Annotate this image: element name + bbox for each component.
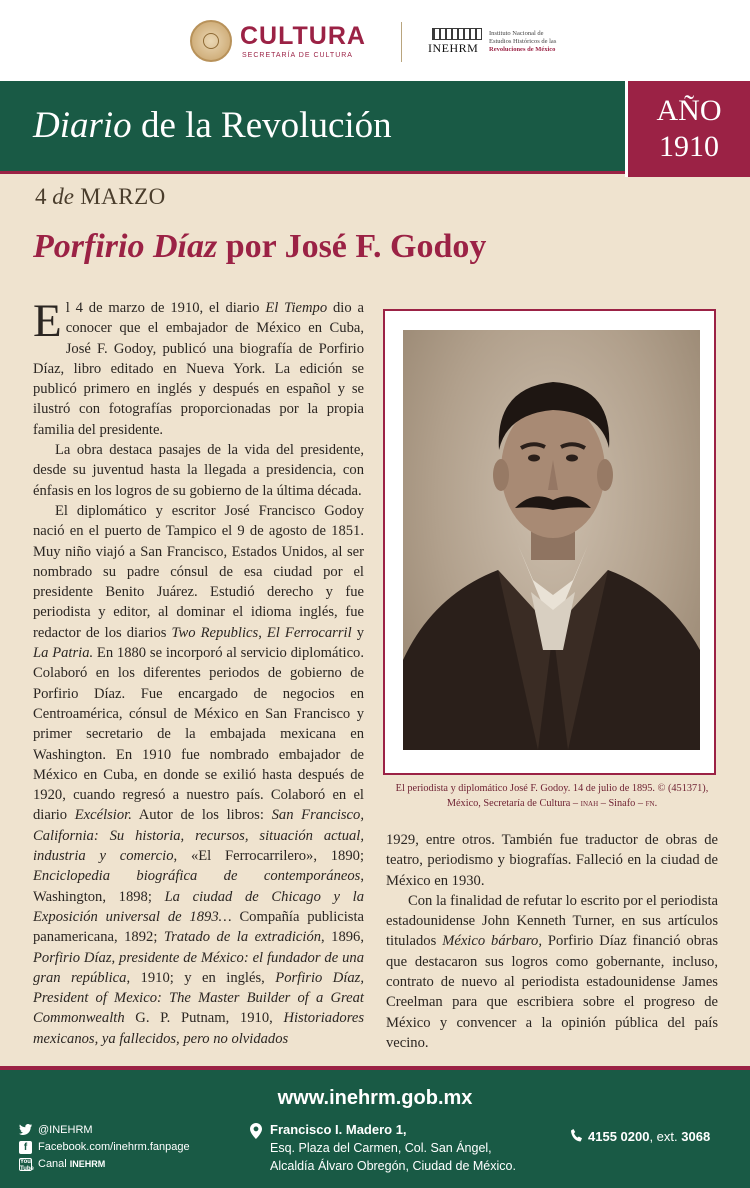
address: Francisco I. Madero 1, Esq. Plaza del Carmen, Col. San Ángel, Alcaldía Álvaro Obregón, Ciudad de México. [270,1122,516,1173]
website-link[interactable]: www.inehrm.gob.mx [277,1087,473,1109]
youtube-link[interactable]: You Tube Canal INEHRM [20,1158,106,1172]
article-paragraph: El 4 de marzo de 1910, el diario El Tiempo dio a conocer que el embajador de México en Cuba, José F. Godoy, publicó una biografía de Porfirio Díaz, libro editado en Nueva York. La edición se publicó primero en inglés y después en español y se ilustró con fotografías proporcionadas por la propia familia del presidente. [33,295,364,438]
mexico-seal-icon [190,20,232,62]
top-header [0,0,750,81]
phone-icon [571,1129,582,1142]
social-links [19,1122,190,1173]
twitter-link[interactable]: @INEHRM [19,1122,190,1139]
article-title: Porfirio Díaz por José F. Godoy [33,228,487,265]
banner-title: Diario de la Revolución [33,105,392,146]
facebook-icon: f [19,1141,32,1154]
youtube-icon: You Tube [20,1159,34,1172]
inehrm-logo-text: INEHRM [428,41,479,55]
portrait-photo [403,330,700,750]
year-label: AÑO [656,94,722,127]
photo-caption: El periodista y diplomático José F. Godoy. 14 de julio de 1895. © (451371), México, Secretaría de Cultura – inah – Sinafo – fn. [395,783,709,809]
header-divider [401,22,402,62]
cultura-logo-text: CULTURA [240,22,366,50]
drop-cap: E [33,295,62,347]
article-paragraph: Con la finalidad de refutar lo escrito por el periodista estadounidense John Kenneth Turner, en sus artículos titulados México bárbaro, Porfirio Díaz financió obras que destacaron sus logros como gobernante, incluso, contrato de nuevo al periodista estadounidense James Creelman para que escribiera sobre el progreso de México y convencer a la opinión pública del país vecino. [386,892,719,1051]
article-column-left [33,295,365,1049]
article-paragraph: La obra destaca pasajes de la vida del presidente, desde su juventud hasta la llegada a presidencia, con énfasis en los logros de su gobierno de la última década. [33,442,364,499]
banner-underline [0,171,625,174]
phone-number[interactable]: 4155 0200, ext. 3068 [571,1129,710,1144]
year-value: 1910 [659,130,719,163]
article-paragraph: El diplomático y escritor José Francisco Godoy nació en el puerto de Tampico el 9 de agosto de 1851. Muy niño viajó a San Francisco, Estados Unidos, al ser nombrado su padre cónsul de esa ciudad por el presidente Benito Juárez. Estudió derecho y fue periodista y editor, al dominar el idioma inglés, fue redactor de los diarios Two Republics, El Ferrocarril y La Patria. En 1880 se incorporó al servicio diplomático. Colaboró en los diferentes periodos de gobierno de Porfirio Díaz. Fue encargado de negocios en Centroamérica, cónsul de México en San Francisco y primer secretario de la embajada mexicana en Washington. En 1910 fue nombrado embajador de México en Cuba, en donde se exilió hasta después de 1920, cuando regresó a nuestro país. Colaboró en el diario Excélsior. Autor de los libros: San Francisco, California: Su historia, recursos, situación actual, industria y comercio, «El Ferrocarrilero», 1890; Enciclopedia biográfica de contemporáneos, Washington, 1898; La ciudad de Chicago y la Exposición universal de 1893… Compañía publicista panamericana, 1892; Tratado de la extradición, 1896, Porfirio Díaz, presidente de México: el fundador de una gran república, 1910; y en inglés, Porfirio Díaz, President of Mexico: The Master Builder of a Great Commonwealth G. P. Putnam, 1910, Historiadores mexicanos, ya fallecidos, pero no olvidados [33,502,365,1047]
cultura-logo-subtitle: SECRETARÍA DE CULTURA [242,52,353,59]
facebook-link[interactable]: f Facebook.com/inehrm.fanpage [19,1139,190,1156]
inehrm-building-icon [432,28,482,40]
article-paragraph: 1929, entre otros. También fue traductor de obras de teatro, periodismo y biografías. Falleció en la ciudad de México en 1930. [386,832,718,889]
article-date: 4 de MARZO [35,184,166,209]
article-column-right [386,830,718,1053]
twitter-icon [19,1124,32,1137]
inehrm-institute-name: Instituto Nacional de Estudios Históricos de las Revoluciones de México [489,30,557,53]
